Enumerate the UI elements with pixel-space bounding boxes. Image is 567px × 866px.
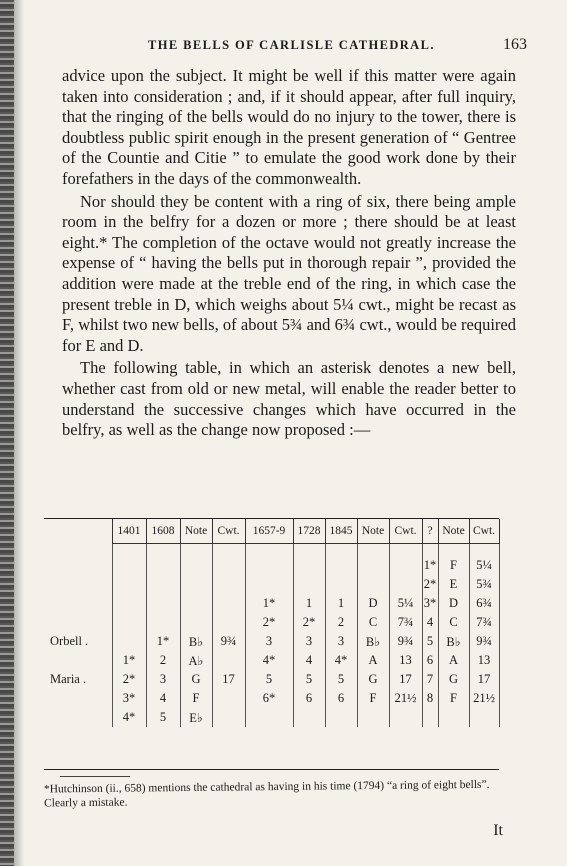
table-cell: Maria . bbox=[44, 670, 112, 689]
column-header bbox=[44, 519, 112, 544]
table-cell: 1* bbox=[146, 632, 180, 651]
table-cell: 17 bbox=[469, 670, 499, 689]
column-header: Note bbox=[438, 519, 469, 544]
table-row bbox=[44, 556, 499, 575]
table-cell: 5¼ bbox=[389, 594, 422, 613]
table-cell: 2* bbox=[422, 575, 438, 594]
column-header: Cwt. bbox=[212, 519, 245, 544]
table-cell: 6* bbox=[245, 689, 293, 708]
table-cell: 13 bbox=[469, 651, 499, 670]
table-cell: 9¾ bbox=[389, 632, 422, 651]
catchword: It bbox=[493, 822, 503, 839]
table-cell bbox=[212, 594, 245, 613]
table-cell bbox=[422, 708, 438, 727]
table-cell bbox=[212, 708, 245, 727]
table-row bbox=[44, 689, 499, 708]
table-cell bbox=[389, 575, 422, 594]
table-cell bbox=[44, 708, 112, 727]
table-cell bbox=[146, 575, 180, 594]
table-cell: E bbox=[438, 575, 469, 594]
table-cell bbox=[438, 708, 469, 727]
table-cell: F bbox=[180, 689, 212, 708]
table-cell bbox=[389, 708, 422, 727]
table-cell bbox=[44, 594, 112, 613]
column-header: 1845 bbox=[325, 519, 357, 544]
table-cell: 1* bbox=[422, 556, 438, 575]
table-cell: 21½ bbox=[389, 689, 422, 708]
table-cell bbox=[325, 708, 357, 727]
table-cell: 7¾ bbox=[389, 613, 422, 632]
table-cell bbox=[112, 594, 146, 613]
bells-table bbox=[44, 519, 500, 727]
page-number: 163 bbox=[503, 36, 527, 53]
table-cell: 3 bbox=[293, 632, 325, 651]
table-cell: C bbox=[357, 613, 389, 632]
table-cell: G bbox=[357, 670, 389, 689]
table-cell: 3* bbox=[112, 689, 146, 708]
column-header: Note bbox=[180, 519, 212, 544]
table-cell: 4* bbox=[112, 708, 146, 727]
column-header: Cwt. bbox=[469, 519, 499, 544]
table-row bbox=[44, 613, 499, 632]
table-row bbox=[44, 594, 499, 613]
table-cell bbox=[293, 556, 325, 575]
bells-table-container bbox=[44, 518, 499, 770]
table-cell: 5 bbox=[293, 670, 325, 689]
table-cell bbox=[112, 632, 146, 651]
table-cell bbox=[44, 575, 112, 594]
table-cell: 2 bbox=[146, 651, 180, 670]
table-cell: 13 bbox=[389, 651, 422, 670]
table-cell bbox=[245, 556, 293, 575]
table-cell: B♭ bbox=[357, 632, 389, 651]
table-cell: 1* bbox=[112, 651, 146, 670]
column-header: 1657-9 bbox=[245, 519, 293, 544]
table-cell bbox=[357, 575, 389, 594]
table-cell: C bbox=[438, 613, 469, 632]
table-cell: 3* bbox=[422, 594, 438, 613]
table-cell bbox=[293, 575, 325, 594]
table-row bbox=[44, 632, 499, 651]
paragraph: The following table, in which an asterisk denotes a new bell, whether cast from old or new metal, will enable the reader better to understand the successive changes which have occurred in the belfry, as well as the change now proposed :— bbox=[62, 358, 516, 440]
table-cell: 6¾ bbox=[469, 594, 499, 613]
table-cell: 4 bbox=[146, 689, 180, 708]
table-cell bbox=[469, 708, 499, 727]
table-cell: 1 bbox=[325, 594, 357, 613]
running-title: THE BELLS OF CARLISLE CATHEDRAL. bbox=[148, 38, 435, 52]
table-cell bbox=[212, 556, 245, 575]
paragraph: advice upon the subject. It might be well if this matter were again taken into consideration ; and, if it should appear, after full inquiry, that the ringing of the bells would do no injury to the tower, there is doubtless public spirit enough in the present generation of “ Gentree of the Countie and Citie ” to emulate the good work done by their forefathers in the days of the commonwealth. bbox=[62, 66, 516, 188]
table-cell bbox=[212, 613, 245, 632]
table-cell: 2* bbox=[245, 613, 293, 632]
table-cell: 5¼ bbox=[469, 556, 499, 575]
paragraph: Nor should they be content with a ring of six, there being ample room in the belfry for a dozen or more ; there should be at least eight.* The completion of the octave would not greatly increase the expense of “ having the bells put in thorough repair ”, provided the addition were made at the treble end of the ring, in which case the present treble in D, which weighs about 5¼ cwt., might be recast as F, whilst two new bells, of about 5¾ and 6¾ cwt., would be required for E and D. bbox=[62, 191, 516, 355]
footnote-rule bbox=[60, 776, 130, 777]
table-cell: 1 bbox=[293, 594, 325, 613]
table-cell: 5¾ bbox=[469, 575, 499, 594]
table-cell bbox=[180, 556, 212, 575]
table-cell: A bbox=[357, 651, 389, 670]
table-cell bbox=[112, 556, 146, 575]
table-cell: Orbell . bbox=[44, 632, 112, 651]
page-gutter-shadow bbox=[14, 0, 24, 866]
table-cell: 6 bbox=[325, 689, 357, 708]
table-cell bbox=[357, 556, 389, 575]
scanned-page-edge bbox=[0, 0, 14, 866]
column-header: Cwt. bbox=[389, 519, 422, 544]
table-cell: A♭ bbox=[180, 651, 212, 670]
table-cell bbox=[293, 708, 325, 727]
table-cell: 7 bbox=[422, 670, 438, 689]
footnote: *Hutchinson (ii., 658) mentions the cathedral as having in his time (1794) “a ring of eight bells”. Clearly a mistake. bbox=[43, 778, 490, 810]
table-cell: 4 bbox=[422, 613, 438, 632]
table-cell: 4* bbox=[325, 651, 357, 670]
column-header: Note bbox=[357, 519, 389, 544]
table-spacer-row bbox=[44, 544, 499, 557]
column-header: 1401 bbox=[112, 519, 146, 544]
table-cell: F bbox=[438, 556, 469, 575]
column-header: 1728 bbox=[293, 519, 325, 544]
table-row bbox=[44, 670, 499, 689]
table-cell: 5 bbox=[325, 670, 357, 689]
table-cell bbox=[325, 575, 357, 594]
table-cell bbox=[180, 613, 212, 632]
table-cell: G bbox=[438, 670, 469, 689]
table-cell bbox=[389, 556, 422, 575]
table-cell bbox=[44, 689, 112, 708]
table-cell bbox=[180, 594, 212, 613]
table-cell bbox=[245, 708, 293, 727]
table-cell bbox=[325, 556, 357, 575]
table-cell: G bbox=[180, 670, 212, 689]
table-cell: D bbox=[357, 594, 389, 613]
table-cell: 9¾ bbox=[469, 632, 499, 651]
table-cell bbox=[146, 594, 180, 613]
page-header bbox=[60, 38, 527, 58]
table-cell bbox=[146, 613, 180, 632]
table-cell: 6 bbox=[422, 651, 438, 670]
table-cell: 3 bbox=[325, 632, 357, 651]
table-cell: 4* bbox=[245, 651, 293, 670]
table-cell: 3 bbox=[245, 632, 293, 651]
table-body bbox=[44, 544, 499, 728]
body-text bbox=[62, 66, 516, 441]
table-cell: 5 bbox=[422, 632, 438, 651]
table-cell bbox=[180, 575, 212, 594]
table-cell bbox=[212, 651, 245, 670]
table-cell: 1* bbox=[245, 594, 293, 613]
table-cell: 6 bbox=[293, 689, 325, 708]
table-cell bbox=[44, 556, 112, 575]
table-cell bbox=[212, 575, 245, 594]
table-row bbox=[44, 708, 499, 727]
table-cell: 17 bbox=[212, 670, 245, 689]
table-cell: B♭ bbox=[180, 632, 212, 651]
table-cell bbox=[112, 613, 146, 632]
table-cell: B♭ bbox=[438, 632, 469, 651]
table-cell: 21½ bbox=[469, 689, 499, 708]
table-cell: 8 bbox=[422, 689, 438, 708]
column-header: 1608 bbox=[146, 519, 180, 544]
column-header: ? bbox=[422, 519, 438, 544]
table-cell: A bbox=[438, 651, 469, 670]
table-cell: D bbox=[438, 594, 469, 613]
table-cell bbox=[44, 651, 112, 670]
table-cell: 2* bbox=[112, 670, 146, 689]
table-cell: 4 bbox=[293, 651, 325, 670]
table-cell: 2 bbox=[325, 613, 357, 632]
table-cell bbox=[112, 575, 146, 594]
table-cell: 3 bbox=[146, 670, 180, 689]
table-cell: E♭ bbox=[180, 708, 212, 727]
table-cell bbox=[357, 708, 389, 727]
table-cell bbox=[44, 613, 112, 632]
table-cell: 9¾ bbox=[212, 632, 245, 651]
table-cell: 7¾ bbox=[469, 613, 499, 632]
table-cell: F bbox=[357, 689, 389, 708]
table-cell bbox=[212, 689, 245, 708]
table-cell: 5 bbox=[146, 708, 180, 727]
table-row bbox=[44, 575, 499, 594]
table-cell bbox=[245, 575, 293, 594]
table-row bbox=[44, 651, 499, 670]
table-cell: 2* bbox=[293, 613, 325, 632]
table-cell: F bbox=[438, 689, 469, 708]
table-header-row bbox=[44, 519, 499, 544]
table-cell: 5 bbox=[245, 670, 293, 689]
table-cell: 17 bbox=[389, 670, 422, 689]
table-cell bbox=[146, 556, 180, 575]
